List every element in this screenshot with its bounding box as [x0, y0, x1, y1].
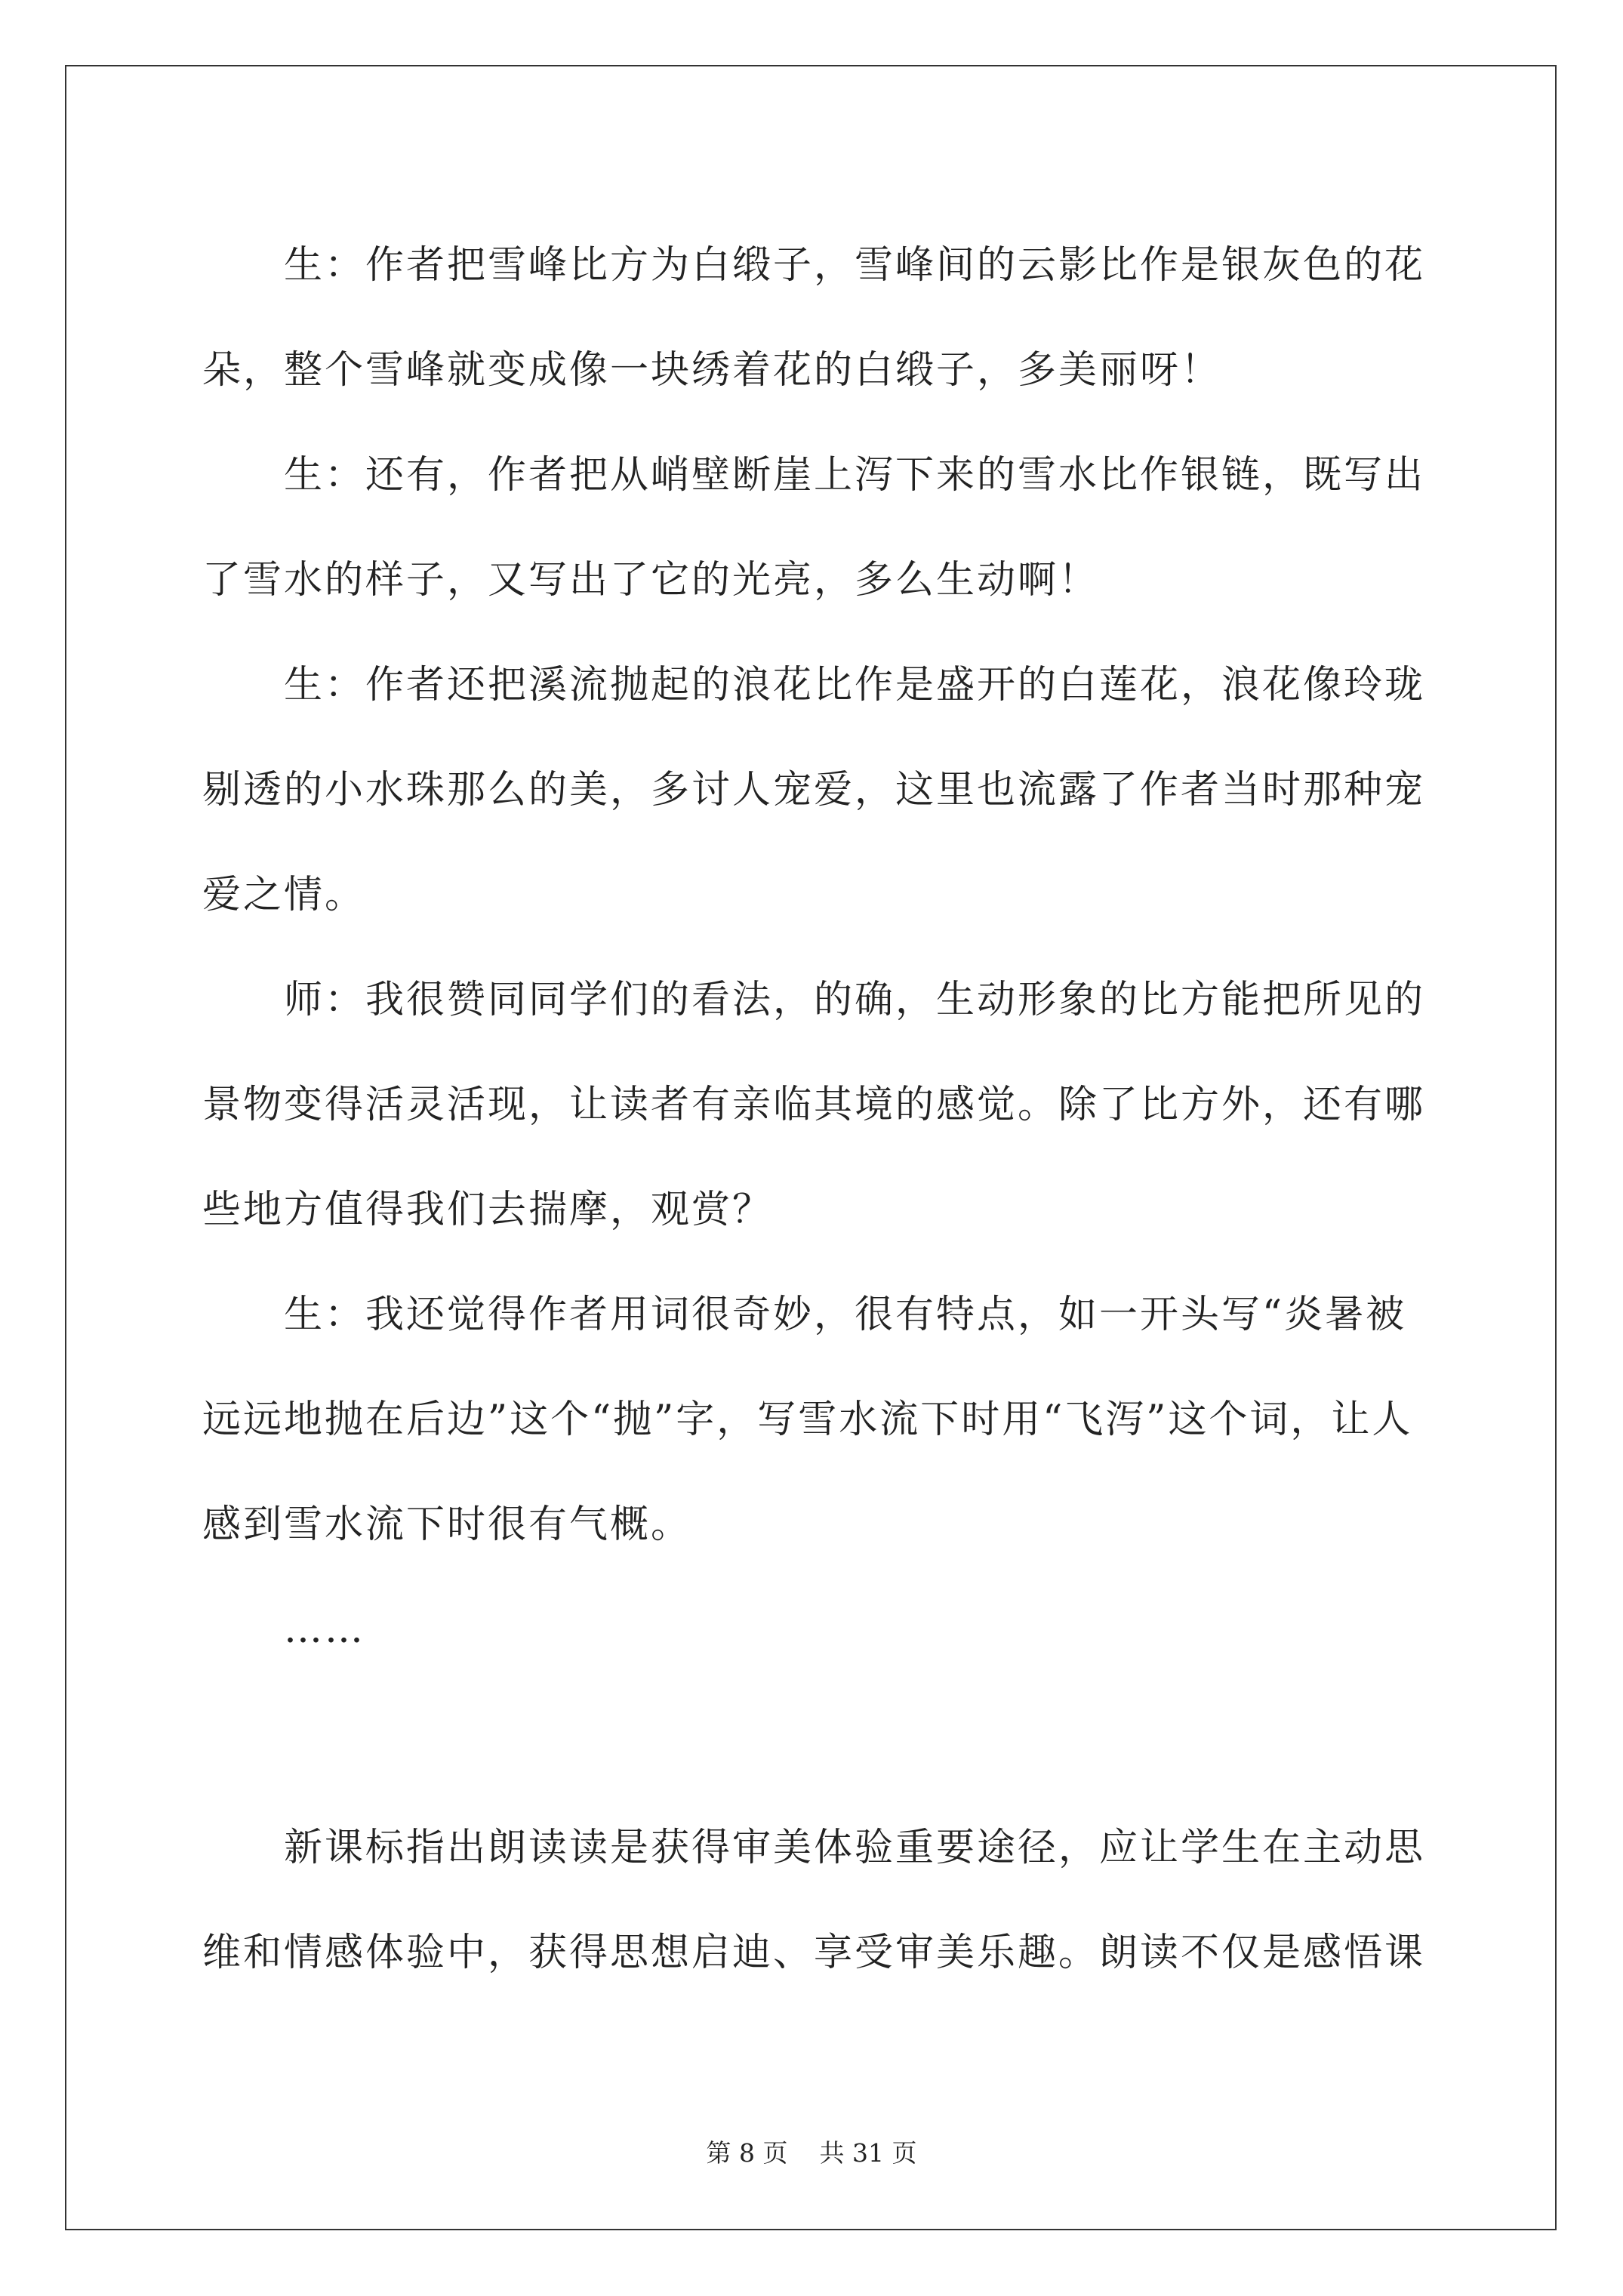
document-body: [202, 213, 1437, 2005]
page-footer: [0, 2134, 1623, 2169]
paragraph-1: 生：作者把雪峰比方为白缎子，雪峰间的云影比作是银灰色的花朵，整个雪峰就变成像一块绣着花的白缎子，多美丽呀！: [202, 243, 1426, 393]
paragraph-7: 新课标指出朗读读是获得审美体验重要途径，应让学生在主动思维和情感体验中，获得思想启迪、享受审美乐趣。朗读不仅是感悟课: [202, 1826, 1426, 1975]
section-gap: [202, 1682, 1437, 1795]
ellipsis-paragraph: ……: [284, 1607, 365, 1652]
page-number-label: 第 8 页 共 31 页: [706, 2138, 917, 2168]
paragraph-3: 生：作者还把溪流抛起的浪花比作是盛开的白莲花，浪花像玲珑剔透的小水珠那么的美，多讨人宠爱，这里也流露了作者当时那种宠爱之情。: [202, 663, 1426, 917]
paragraph-2: 生：还有，作者把从峭壁断崖上泻下来的雪水比作银链，既写出了雪水的样子，又写出了它的光亮，多么生动啊！: [202, 453, 1426, 603]
paragraph-4: 师：我很赞同同学们的看法，的确，生动形象的比方能把所见的景物变得活灵活现，让读者有亲临其境的感觉。除了比方外，还有哪些地方值得我们去揣摩，观赏？: [202, 978, 1426, 1232]
paragraph-5: 生：我还觉得作者用词很奇妙，很有特点，如一开头写“炎暑被远远地抛在后边”这个“抛”字，写雪水流下时用“飞泻”这个词，让人感到雪水流下时很有气概。: [202, 1293, 1413, 1547]
